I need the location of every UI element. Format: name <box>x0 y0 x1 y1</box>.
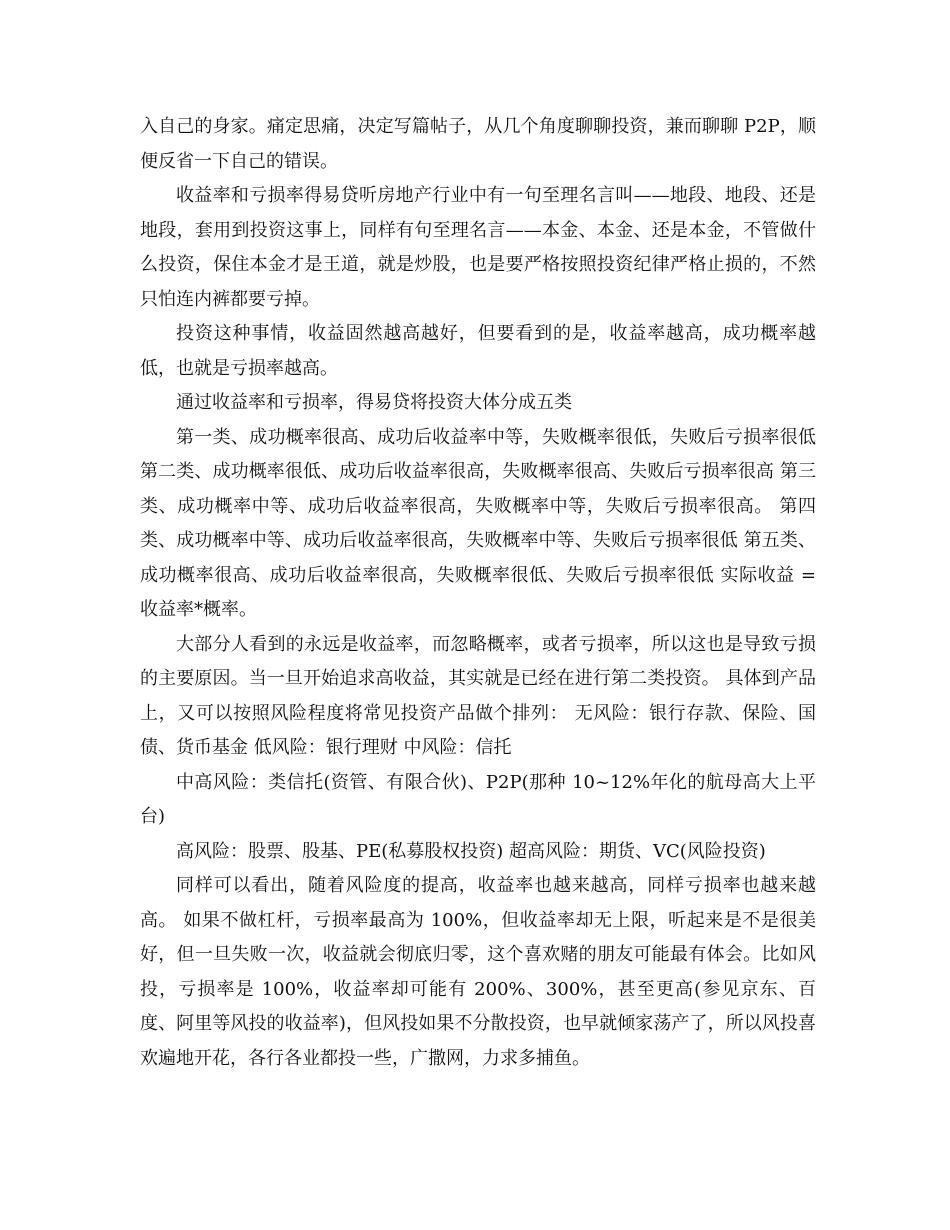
paragraph-1: 入自己的身家。痛定思痛，决定写篇帖子，从几个角度聊聊投资，兼而聊聊 P2P，顺便反省一下自己的错误。 <box>140 116 816 172</box>
paragraph-8: 高风险：股票、股基、PE(私募股权投资) 超高风险：期货、VC(风险投资) <box>176 840 766 862</box>
paragraph-7: 中高风险：类信托(资管、有限合伙)、P2P(那种 10~12%年化的航母高大上平台) <box>140 771 816 827</box>
paragraph-6: 大部分人看到的永远是收益率，而忽略概率，或者亏损率，所以这也是导致亏损的主要原因。当一旦开始追求高收益，其实就是已经在进行第二类投资。 具体到产品上，又可以按照风险程度将常见投资产品做个排列： 无风险：银行存款、保险、国债、货币基金 低风险：银行理财 中风险：信托 <box>140 633 816 758</box>
paragraph-4: 通过收益率和亏损率，得易贷将投资大体分成五类 <box>176 392 572 413</box>
paragraph-2: 收益率和亏损率得易贷听房地产行业中有一句至理名言叫——地段、地段、还是地段，套用到投资这事上，同样有句至理名言——本金、本金、还是本金，不管做什么投资，保住本金才是王道，就是炒股，也是要严格按照投资纪律严格止损的，不然只怕连内裤都要亏掉。 <box>140 185 816 310</box>
document-page <box>140 110 816 1076</box>
paragraph-3: 投资这种事情，收益固然越高越好，但要看到的是，收益率越高，成功概率越低，也就是亏损率越高。 <box>140 323 816 379</box>
paragraph-9: 同样可以看出，随着风险度的提高，收益率也越来越高，同样亏损率也越来越高。 如果不做杠杆，亏损率最高为 100%，但收益率却无上限，听起来是不是很美好，但一旦失败一次，收益就会彻底归零，这个喜欢赌的朋友可能最有体会。比如风投，亏损率是 100%，收益率却可能有 200%、300%，甚至更高(参见京东、百度、阿里等风投的收益率)，但风投如果不分散投资，也早就倾家荡产了，所以风投喜欢遍地开花，各行各业都投一些，广撒网，力求多捕鱼。 <box>140 875 816 1069</box>
paragraph-5: 第一类、成功概率很高、成功后收益率中等，失败概率很低，失败后亏损率很低 第二类、成功概率很低、成功后收益率很高，失败概率很高、失败后亏损率很高 第三类、成功概率中等、成功后收益率很高，失败概率中等，失败后亏损率很高。 第四类、成功概率中等、成功后收益率很高，失败概率中等、失败后亏损率很低 第五类、成功概率很高、成功后收益率很高，失败概率很低、失败后亏损率很低 实际收益 = 收益率*概率。 <box>140 426 816 620</box>
